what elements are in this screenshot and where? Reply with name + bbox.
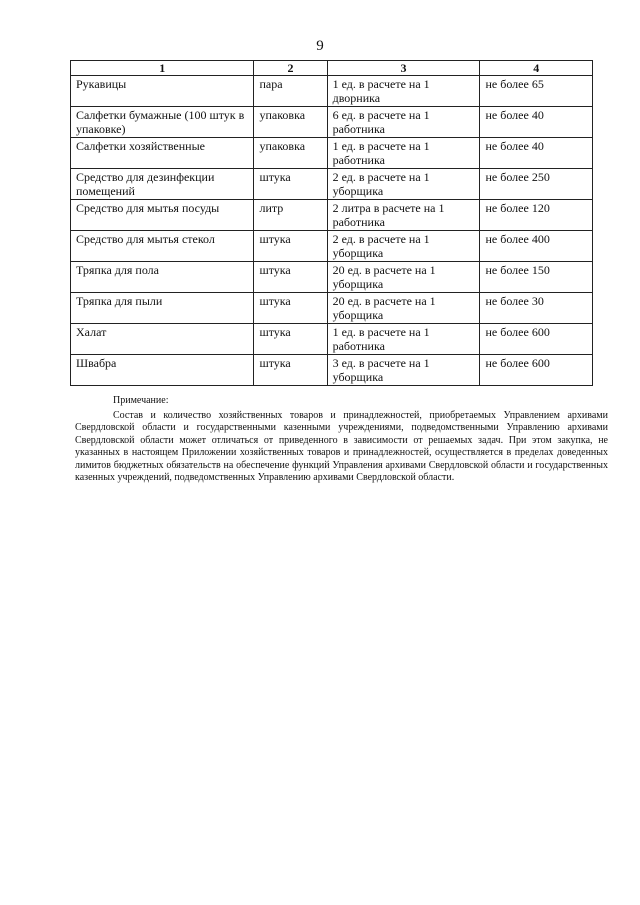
item-price: не более 400 xyxy=(480,231,593,262)
item-quantity: 6 ед. в расчете на 1 работника xyxy=(327,107,480,138)
item-price: не более 30 xyxy=(480,293,593,324)
table-row xyxy=(71,355,593,386)
item-unit: упаковка xyxy=(254,107,327,138)
page-number: 9 xyxy=(316,38,324,54)
item-price: не более 40 xyxy=(480,107,593,138)
item-unit: штука xyxy=(254,231,327,262)
item-unit: литр xyxy=(254,200,327,231)
item-price: не более 250 xyxy=(480,169,593,200)
item-quantity: 2 ед. в расчете на 1 уборщика xyxy=(327,169,480,200)
table-row xyxy=(71,76,593,107)
table-row xyxy=(71,200,593,231)
item-name: Салфетки бумажные (100 штук в упаковке) xyxy=(71,107,254,138)
item-quantity: 1 ед. в расчете на 1 работника xyxy=(327,324,480,355)
item-quantity: 20 ед. в расчете на 1 уборщика xyxy=(327,262,480,293)
item-name: Салфетки хозяйственные xyxy=(71,138,254,169)
item-name: Рукавицы xyxy=(71,76,254,107)
item-quantity: 20 ед. в расчете на 1 уборщика xyxy=(327,293,480,324)
item-name: Халат xyxy=(71,324,254,355)
item-price: не более 65 xyxy=(480,76,593,107)
item-name: Тряпка для пола xyxy=(71,262,254,293)
column-header: 2 xyxy=(254,61,327,76)
item-quantity: 2 литра в расчете на 1 работника xyxy=(327,200,480,231)
column-header: 3 xyxy=(327,61,480,76)
goods-table xyxy=(70,60,593,386)
item-quantity: 3 ед. в расчете на 1 уборщика xyxy=(327,355,480,386)
item-quantity: 2 ед. в расчете на 1 уборщика xyxy=(327,231,480,262)
table-row xyxy=(71,324,593,355)
item-quantity: 1 ед. в расчете на 1 дворника xyxy=(327,76,480,107)
note-text: Состав и количество хозяйственных товаров и принадлежностей, приобретаемых Управлением архивами Свердловской области и государственными казенными учреждениями, подведомственными Управлению архивами Свердловской области может отличаться от приведенного в зависимости от решаемых задач. При этом закупка, не указанных в настоящем Приложении хозяйственных товаров и принадлежностей, осуществляется в пределах доведенных лимитов бюджетных обязательств на обеспечение функций Управления архивами Свердловской области и государственных казенных учреждений, подведомственных Управлению архивами Свердловской области. xyxy=(75,409,608,483)
item-name: Тряпка для пыли xyxy=(71,293,254,324)
table-row xyxy=(71,138,593,169)
item-price: не более 40 xyxy=(480,138,593,169)
item-price: не более 150 xyxy=(480,262,593,293)
item-name: Швабра xyxy=(71,355,254,386)
item-unit: упаковка xyxy=(254,138,327,169)
item-unit: штука xyxy=(254,169,327,200)
item-name: Средство для дезинфекции помещений xyxy=(71,169,254,200)
table-row xyxy=(71,107,593,138)
table-row xyxy=(71,293,593,324)
item-price: не более 120 xyxy=(480,200,593,231)
note-label: Примечание: xyxy=(113,395,169,406)
item-name: Средство для мытья стекол xyxy=(71,231,254,262)
item-price: не более 600 xyxy=(480,324,593,355)
table-row xyxy=(71,231,593,262)
item-unit: пара xyxy=(254,76,327,107)
item-unit: штука xyxy=(254,355,327,386)
item-name: Средство для мытья посуды xyxy=(71,200,254,231)
column-header: 4 xyxy=(480,61,593,76)
table-row xyxy=(71,169,593,200)
table-header-row xyxy=(71,61,593,76)
note-section xyxy=(75,395,608,485)
item-quantity: 1 ед. в расчете на 1 работника xyxy=(327,138,480,169)
column-header: 1 xyxy=(71,61,254,76)
table-row xyxy=(71,262,593,293)
item-unit: штука xyxy=(254,324,327,355)
item-unit: штука xyxy=(254,262,327,293)
item-unit: штука xyxy=(254,293,327,324)
item-price: не более 600 xyxy=(480,355,593,386)
